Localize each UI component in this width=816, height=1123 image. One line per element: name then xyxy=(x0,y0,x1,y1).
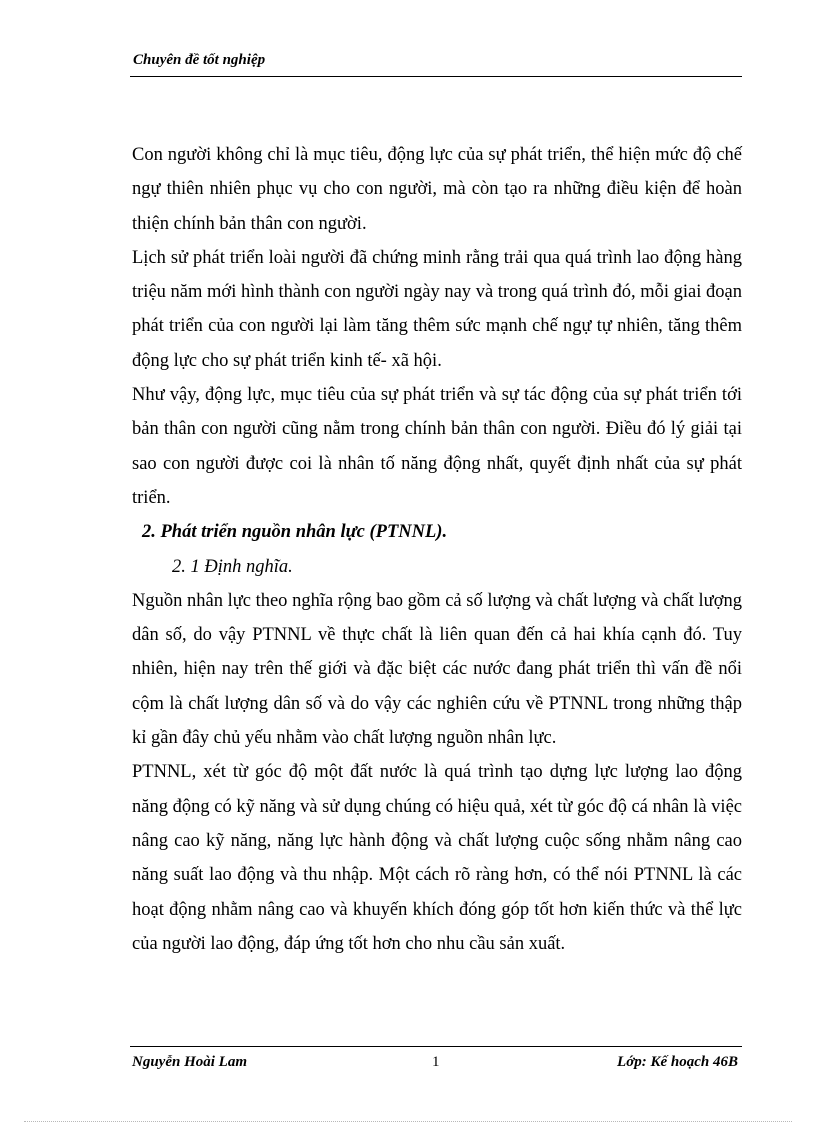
paragraph-2: Lịch sử phát triển loài người đã chứng minh rằng trải qua quá trình lao động hàng triệu năm mới hình thành con người ngày nay và trong quá trình đó, mỗi giai đoạn phát triển của con người lại làm tăng thêm sức mạnh chế ngự tự nhiên, tăng thêm động lực cho sự phát triển kinh tế- xã hội. xyxy=(132,247,742,371)
section-heading: 2. Phát triển nguồn nhân lực (PTNNL). xyxy=(142,522,448,543)
paragraph-1: Con người không chỉ là mục tiêu, động lực của sự phát triển, thể hiện mức độ chế ngự thiên nhiên phục vụ cho con người, mà còn tạo ra những điều kiện để hoàn thiện chính bản thân con người. xyxy=(132,145,742,234)
paragraph-5: PTNNL, xét từ góc độ một đất nước là quá trình tạo dựng lực lượng lao động năng động có kỹ năng và sử dụng chúng có hiệu quả, xét từ góc độ cá nhân là việc nâng cao kỹ năng, năng lực hành động và chất lượng cuộc sống nhằm nâng cao năng suất lao động và thu nhập. Một cách rõ ràng hơn, có thể nói PTNNL là các hoạt động nhằm nâng cao và khuyến khích đóng góp tốt hơn kiến thức và thể lực của người lao động, đáp ứng tốt hơn cho nhu cầu sản xuất. xyxy=(132,762,742,954)
footer-divider xyxy=(130,1046,742,1047)
paragraph-3: Như vậy, động lực, mục tiêu của sự phát triển và sự tác động của sự phát triển tới bản thân con người cũng nằm trong chính bản thân con người. Điều đó lý giải tại sao con người được coi là nhân tố năng động nhất, quyết định nhất của sự phát triển. xyxy=(132,385,742,508)
paragraph-4: Nguồn nhân lực theo nghĩa rộng bao gồm cả số lượng và chất lượng và chất lượng dân số, do vậy PTNNL về thực chất là liên quan đến cả hai khía cạnh đó. Tuy nhiên, hiện nay trên thế giới và đặc biệt các nước đang phát triển thì vấn đề nổi cộm là chất lượng dân số và do vậy các nghiên cứu về PTNNL trong những thập kỉ gần đây chủ yếu nhằm vào chất lượng nguồn nhân lực. xyxy=(132,590,742,749)
footer-author: Nguyễn Hoài Lam xyxy=(132,1054,247,1070)
subsection-heading: 2. 1 Định nghĩa. xyxy=(172,556,293,577)
footer-class: Lớp: Kế hoạch 46B xyxy=(617,1054,738,1070)
page-bottom-edge xyxy=(24,1121,792,1122)
header-title: Chuyên đề tốt nghiệp xyxy=(133,52,266,68)
page-number: 1 xyxy=(432,1054,440,1070)
document-body xyxy=(132,138,742,961)
header-divider xyxy=(130,76,742,77)
